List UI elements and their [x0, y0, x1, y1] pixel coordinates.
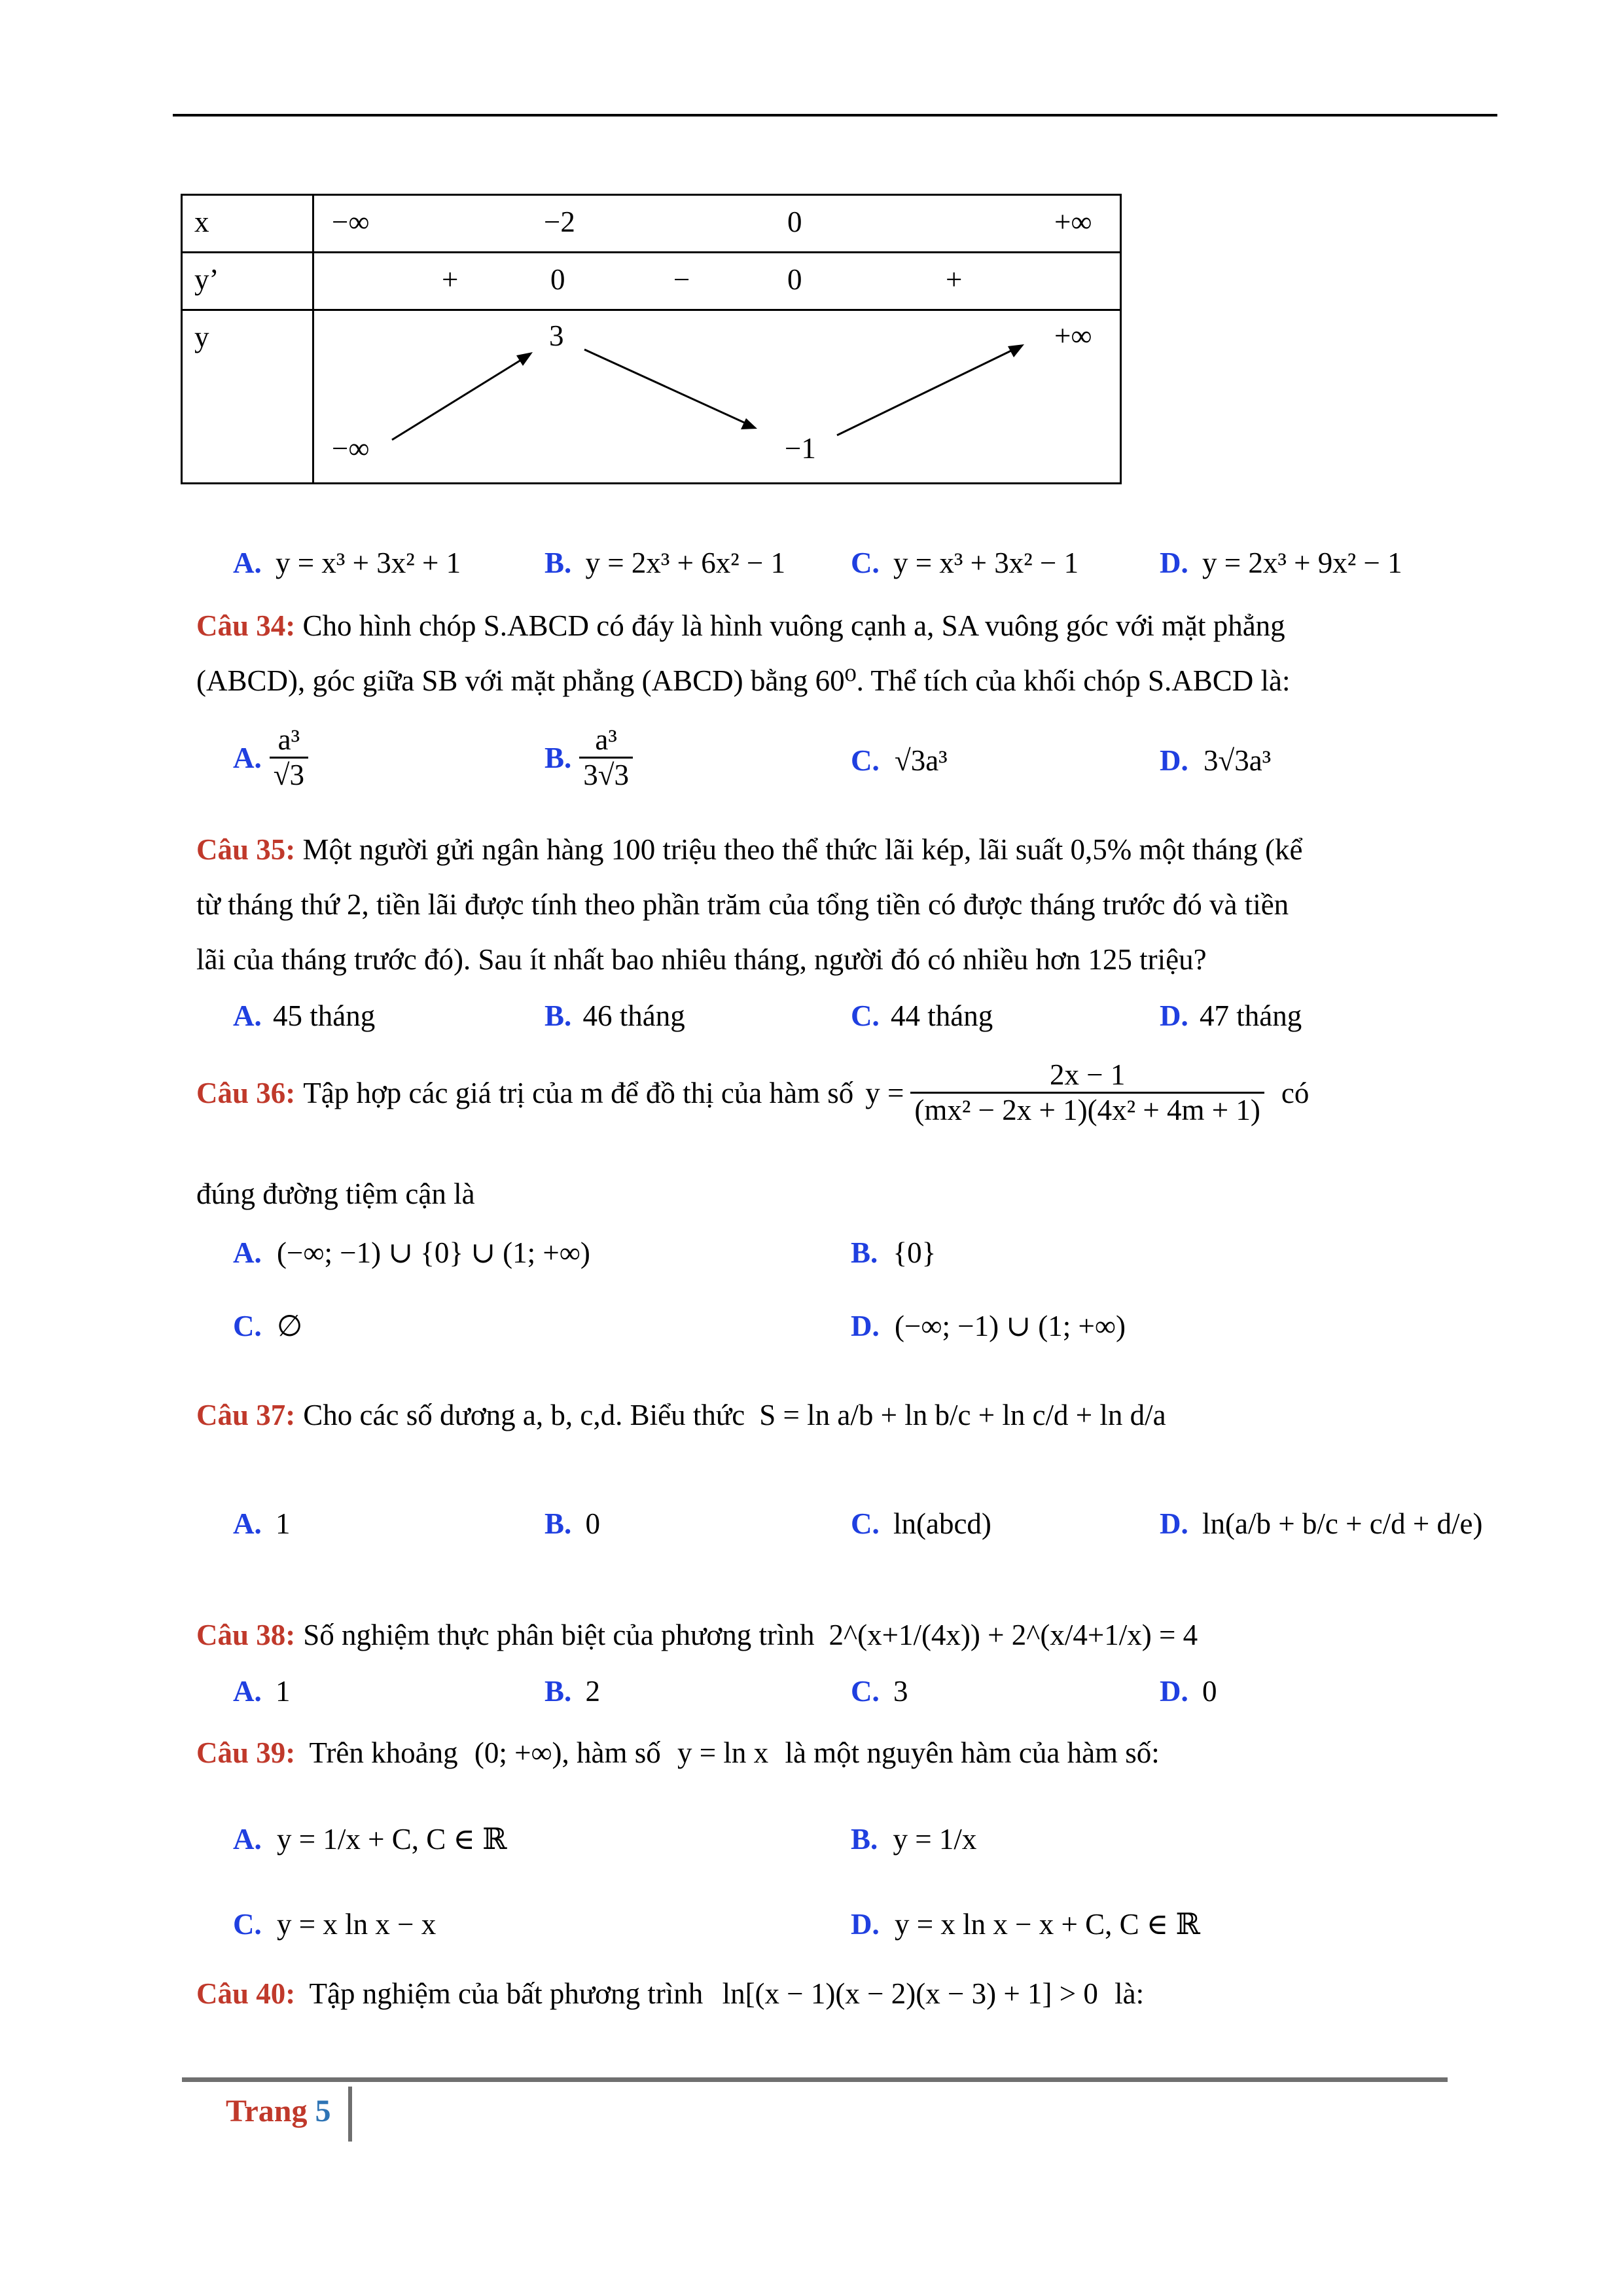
q35-option-d[interactable]: D. 47 tháng	[1160, 999, 1302, 1032]
q39-option-a[interactable]: A. y = 1/x + C, C ∈ ℝ	[233, 1823, 507, 1856]
arrow-decreasing	[584, 350, 752, 426]
q38-option-d[interactable]: D. 0	[1160, 1675, 1217, 1708]
variation-arrows	[183, 196, 1120, 482]
header-rule	[173, 114, 1497, 117]
q37-expression: S = ln a/b + ln b/c + ln c/d + ln d/a	[759, 1399, 1166, 1431]
q37-stem: Câu 37: Cho các số dương a, b, c,d. Biểu thức S = ln a/b + ln b/c + ln c/d + ln d/a	[196, 1399, 1166, 1431]
arrow-head	[1008, 344, 1024, 357]
q34-label: Câu 34:	[196, 609, 296, 642]
q36-function-fraction: $\frac{2x - 1}{\text{(mx² − 2x + 1)(4x² + 4m + 1)}}$	[910, 1059, 1264, 1127]
q33-option-d[interactable]: D. y = 2x³ + 9x² − 1	[1160, 547, 1402, 579]
q34-stem-line2: (ABCD), góc giữa SB với mặt phẳng (ABCD) bằng 60⁰. Thể tích của khối chóp S.ABCD là:	[196, 664, 1291, 697]
q40-stem: Câu 40: Tập nghiệm của bất phương trình ln[(x − 1)(x − 2)(x − 3) + 1] > 0 là:	[196, 1977, 1145, 2010]
q39-option-b[interactable]: B. y = 1/x	[851, 1823, 977, 1856]
q39-label: Câu 39:	[196, 1736, 296, 1769]
q38-option-b[interactable]: B. 2	[544, 1675, 601, 1708]
q33-option-b[interactable]: B. y = 2x³ + 6x² − 1	[544, 547, 786, 579]
y-min-minus-1: −1	[785, 432, 816, 465]
footer-divider	[348, 2087, 352, 2142]
q34-option-c[interactable]: C. √3a³	[851, 744, 948, 777]
q36-stem-line2: đúng đường tiệm cận là	[196, 1177, 475, 1210]
q37-label: Câu 37:	[196, 1399, 296, 1431]
q37-option-a[interactable]: A. 1	[233, 1507, 291, 1540]
q38-option-a[interactable]: A. 1	[233, 1675, 291, 1708]
dy-sign-plus: +	[442, 263, 459, 296]
x-neg-inf: −∞	[332, 206, 370, 238]
q38-option-c[interactable]: C. 3	[851, 1675, 908, 1708]
q39-option-c[interactable]: C. y = x ln x − x	[233, 1908, 437, 1941]
q33-option-a[interactable]: A. y = x³ + 3x² + 1	[233, 547, 461, 579]
q39-option-d[interactable]: D. y = x ln x − x + C, C ∈ ℝ	[851, 1908, 1200, 1941]
row-dy-label: y’	[194, 263, 219, 296]
q40-label: Câu 40:	[196, 1977, 296, 2010]
q34-stem-line1: Câu 34: Cho hình chóp S.ABCD có đáy là hình vuông cạnh a, SA vuông góc với mặt phẳng	[196, 609, 1285, 642]
q35-option-a[interactable]: A. 45 tháng	[233, 999, 376, 1032]
x-minus-2: −2	[544, 206, 575, 238]
q36-option-c[interactable]: C. ∅	[233, 1310, 303, 1342]
q35-stem-line3: lãi của tháng trước đó). Sau ít nhất bao nhiêu tháng, người đó có nhiều hơn 125 triệu?	[196, 943, 1207, 976]
q36-label: Câu 36:	[196, 1076, 296, 1109]
x-pos-inf: +∞	[1054, 206, 1092, 238]
q40-inequality: ln[(x − 1)(x − 2)(x − 3) + 1] > 0	[722, 1977, 1098, 2010]
row-y-label: y	[194, 321, 209, 353]
q36-stem-line1: Câu 36: Tập hợp các giá trị của m để đồ thị của hàm số y = $\frac{2x - 1}{\text{(mx² − 2x + 1)(4x² + 4m + 1)}}$ có	[196, 1058, 1310, 1126]
page-number: Trang 5	[226, 2094, 331, 2128]
q35-label: Câu 35:	[196, 833, 296, 866]
q35-stem-line2: từ tháng thứ 2, tiền lãi được tính theo phần trăm của tổng tiền có được tháng trước đó và tiền	[196, 888, 1289, 921]
q38-equation: 2^(x+1/(4x)) + 2^(x/4+1/x) = 4	[829, 1619, 1198, 1651]
q36-option-b[interactable]: B. {0}	[851, 1236, 936, 1269]
y-pos-inf: +∞	[1054, 319, 1092, 352]
footer-rule	[182, 2077, 1448, 2082]
q37-option-c[interactable]: C. ln(abcd)	[851, 1507, 991, 1540]
q35-option-c[interactable]: C. 44 tháng	[851, 999, 993, 1032]
q34-option-d[interactable]: D. 3√3a³	[1160, 744, 1272, 777]
dy-sign-plus: +	[946, 263, 963, 296]
q36-option-d[interactable]: D. (−∞; −1) ∪ (1; +∞)	[851, 1310, 1126, 1342]
q35-option-b[interactable]: B. 46 tháng	[544, 999, 685, 1032]
q35-stem-line1: Câu 35: Một người gửi ngân hàng 100 triệu theo thể thức lãi kép, lãi suất 0,5% một tháng (kể	[196, 833, 1303, 866]
dy-zero: 0	[787, 263, 802, 296]
row-x-label: x	[194, 206, 209, 238]
x-zero: 0	[787, 206, 802, 238]
arrow-increasing	[837, 347, 1019, 435]
arrow-head	[516, 352, 533, 366]
q38-stem: Câu 38: Số nghiệm thực phân biệt của phương trình 2^(x+1/(4x)) + 2^(x/4+1/x) = 4	[196, 1619, 1198, 1651]
q36-option-a[interactable]: A. (−∞; −1) ∪ {0} ∪ (1; +∞)	[233, 1236, 590, 1269]
dy-zero: 0	[550, 263, 565, 296]
arrow-increasing	[392, 355, 529, 440]
y-max-3: 3	[549, 319, 564, 352]
q33-option-c[interactable]: C. y = x³ + 3x² − 1	[851, 547, 1079, 579]
dy-sign-minus: −	[673, 263, 690, 296]
q34-option-a[interactable]: A. $\frac{\text{a³}}{√3}$	[233, 724, 311, 792]
arrow-head	[741, 418, 757, 429]
q34-option-b[interactable]: B. $\frac{\text{a³}}{3√3}$	[544, 724, 635, 792]
variation-table	[181, 194, 1122, 484]
q38-label: Câu 38:	[196, 1619, 296, 1651]
y-neg-inf: −∞	[332, 432, 370, 465]
q37-option-d[interactable]: D. ln(a/b + b/c + c/d + d/e)	[1160, 1507, 1483, 1540]
q39-stem: Câu 39: Trên khoảng (0; +∞), hàm số y = ln x là một nguyên hàm của hàm số:	[196, 1736, 1160, 1769]
q37-option-b[interactable]: B. 0	[544, 1507, 601, 1540]
